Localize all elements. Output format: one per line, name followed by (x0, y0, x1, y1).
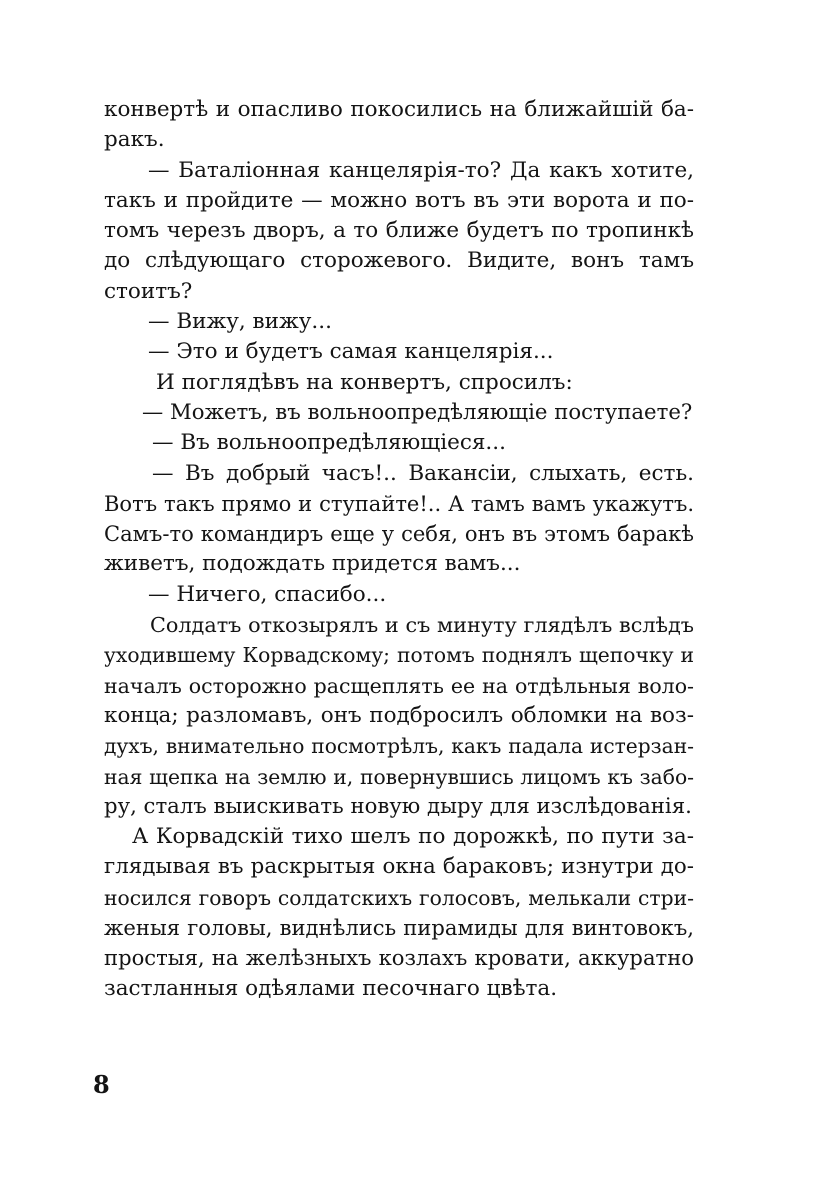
text-line: Солдатъ откозырялъ и съ минуту глядѣлъ вслѣдъ (150, 613, 694, 638)
text-line: И поглядѣвъ на конвертъ, спросилъ: (156, 369, 573, 395)
page-body-text (104, 95, 694, 1004)
text-line: конца; разломавъ, онъ подбросилъ обломки на воз- (104, 702, 694, 728)
text-line: глядывая въ раскрытыя окна бараковъ; изнутри до- (104, 854, 694, 880)
text-line: носился говоръ солдатскихъ голосовъ, мелькали стри- (104, 885, 694, 910)
text-line: духъ, внимательно посмотрѣлъ, какъ падала истерзан- (104, 734, 694, 759)
text-line: застланныя одѣялами песочнаго цвѣта. (104, 975, 558, 1001)
text-line: ракъ. (104, 127, 165, 153)
text-line: ная щепка на землю и, повернувшись лицомъ къ забо- (104, 764, 694, 789)
text-line: до слѣдующаго сторожевого. Видите, вонъ тамъ (104, 248, 694, 274)
text-line: — Вижу, вижу... (148, 309, 332, 335)
text-line: томъ черезъ дворъ, а то ближе будетъ по тропинкѣ (104, 218, 694, 244)
text-line: такъ и пройдите — можно вотъ въ эти ворота и по- (104, 187, 694, 213)
text-line: живетъ, подождать придется вамъ... (104, 551, 521, 577)
text-line: — Это и будетъ самая канцелярія... (148, 339, 554, 365)
text-line: стоитъ? (104, 278, 193, 304)
text-line: Вотъ такъ прямо и ступайте!.. А тамъ вамъ укажутъ. (104, 491, 694, 516)
page-number: 8 (93, 1070, 110, 1099)
text-line: — Ничего, спасибо... (148, 581, 387, 607)
text-line: началъ осторожно расщеплять ее на отдѣльныя воло- (104, 673, 694, 698)
text-line: — Въ добрый часъ!.. Вакансіи, слыхать, есть. (152, 460, 694, 486)
text-line: — Въ вольноопредѣляющіеся... (152, 430, 506, 456)
text-line: — Баталіонная канцелярія-то? Да какъ хотите, (148, 157, 694, 183)
text-line: простыя, на желѣзныхъ козлахъ кровати, аккуратно (104, 945, 694, 971)
text-line: женыя головы, виднѣлись пирамиды для винтовокъ, (104, 915, 694, 941)
text-line: ру, сталъ выискивать новую дыру для изслѣдованія. (104, 793, 692, 819)
text-line: — Можетъ, въ вольноопредѣляющіе поступаете? (142, 399, 693, 425)
text-line: Самъ-то командиръ еще у себя, онъ въ этомъ баракѣ (104, 521, 694, 547)
text-line: конвертѣ и опасливо покосились на ближайшій ба- (104, 97, 694, 122)
text-line: А Корвадскій тихо шелъ по дорожкѣ, по пути за- (132, 824, 694, 850)
text-line: уходившему Корвадскому; потомъ поднялъ щепочку и (104, 643, 694, 668)
